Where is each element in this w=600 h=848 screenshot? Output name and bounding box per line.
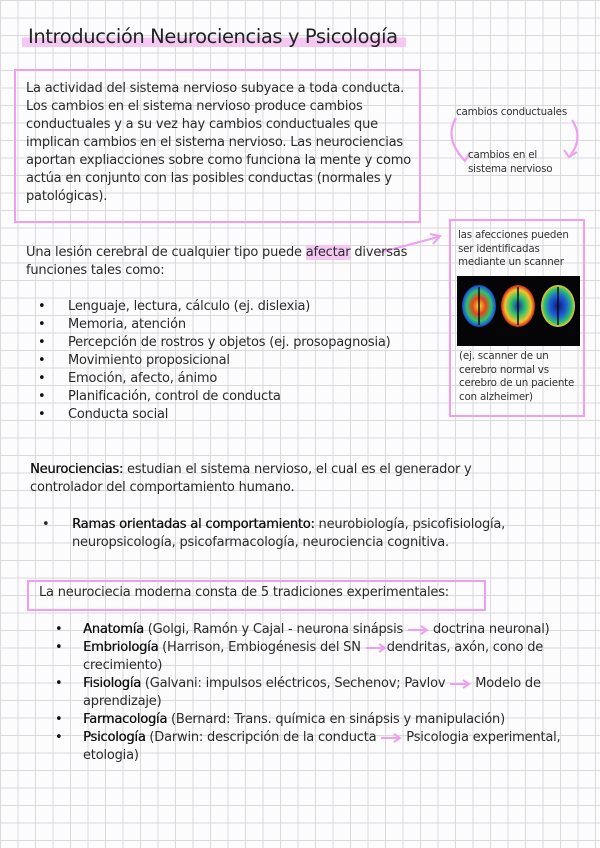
tradition-text: (Bernard: Trans. química en sinápsis y manipulación)	[167, 712, 505, 727]
scanner-caption: (ej. scanner de un cerebro normal vs cerebro de un paciente con alzheimer)	[459, 350, 575, 403]
tradition-text: Psicologia experimental, etologia)	[83, 730, 561, 763]
ramas-paragraph	[72, 516, 552, 552]
lesion-text-end: diversas funciones tales como:	[26, 245, 408, 278]
ramas-term: Ramas orientadas al comportamiento:	[72, 517, 315, 532]
list-item: • Planificación, control de conducta	[68, 388, 391, 406]
list-item: • Percepción de rostros y objetos (ej. prosopagnosia)	[68, 334, 391, 352]
list-item: • Memoria, atención	[68, 316, 391, 334]
list-item-embriologia	[83, 639, 563, 675]
lesion-paragraph	[26, 244, 426, 280]
list-item-farmacologia	[83, 711, 563, 729]
list-item: • Lenguaje, lectura, cálculo (ej. dislexia)	[68, 298, 391, 316]
neuro-term: Neurociencias:	[30, 462, 124, 477]
ramas-text: neurobiología, psicofisiología, neuropsicología, psicofarmacología, neurociencia cognitiva.	[72, 517, 506, 550]
tradition-name: Fisiología	[83, 676, 141, 691]
cycle-label-top: cambios conductuales	[456, 106, 567, 118]
lesion-highlight: afectar	[305, 245, 351, 260]
neuro-text: estudian el sistema nervioso, el cual es el generador y controlador del comportamiento humano.	[30, 462, 472, 495]
list-item: • Conducta social	[68, 406, 391, 424]
arrow-right-icon	[365, 643, 387, 653]
tradition-name: Psicología	[83, 730, 146, 745]
arrow-right-icon	[407, 625, 429, 635]
lesion-text-start: Una lesión cerebral de cualquier tipo puede	[26, 245, 306, 260]
neuro-definition	[30, 461, 520, 497]
tradition-name: Embriología	[83, 640, 159, 655]
tradition-text: (Golgi, Ramón y Cajal - neurona sinápsis	[143, 622, 408, 637]
tradition-text: dendritas, axón, cono de crecimiento)	[83, 640, 544, 673]
ramas-bullet: •	[42, 517, 50, 532]
brain-scan-image	[457, 276, 580, 346]
traditions-heading: La neurociecia moderna consta de 5 tradiciones experimentales:	[39, 585, 449, 600]
list-item: • Movimiento proposicional	[68, 352, 391, 370]
scanner-note: las afecciones pueden ser identificadas mediante un scanner	[458, 229, 569, 268]
functions-list	[68, 298, 391, 424]
list-item-fisiologia	[83, 675, 563, 711]
list-item-anatomia	[83, 621, 563, 639]
list-item: • Emoción, afecto, ánimo	[68, 370, 391, 388]
tradition-text: (Galvani: impulsos eléctricos, Sechenov; Pavlov	[140, 676, 450, 691]
traditions-list	[83, 621, 563, 765]
tradition-text: doctrina neuronal)	[429, 622, 550, 637]
intro-paragraph: La actividad del sistema nervioso subyace a toda conducta. Los cambios en el sistema nervioso produce cambios conductuales y a su vez hay cambios conductuales que implican cambios en el sistema nervioso. Las neurociencias aportan expliacciones sobre como funciona la mente y como actúa en conjunto con las posibles conductas (normales y patológicas).	[26, 81, 411, 204]
arrow-right-icon	[449, 679, 471, 689]
tradition-text: (Darwin: descripción de la conducta	[145, 730, 381, 745]
tradition-text: Modelo de aprendizaje)	[83, 676, 541, 709]
page-title: Introducción Neurociencias y Psicología	[22, 25, 406, 48]
arrow-right-icon	[380, 733, 402, 743]
tradition-text: (Harrison, Embiogénesis del SN	[158, 640, 365, 655]
list-item-psicologia	[83, 729, 563, 765]
cycle-label-bottom: cambios en el sistema nervioso	[468, 149, 553, 175]
tradition-name: Anatomía	[83, 622, 144, 637]
tradition-name: Farmacología	[83, 712, 168, 727]
